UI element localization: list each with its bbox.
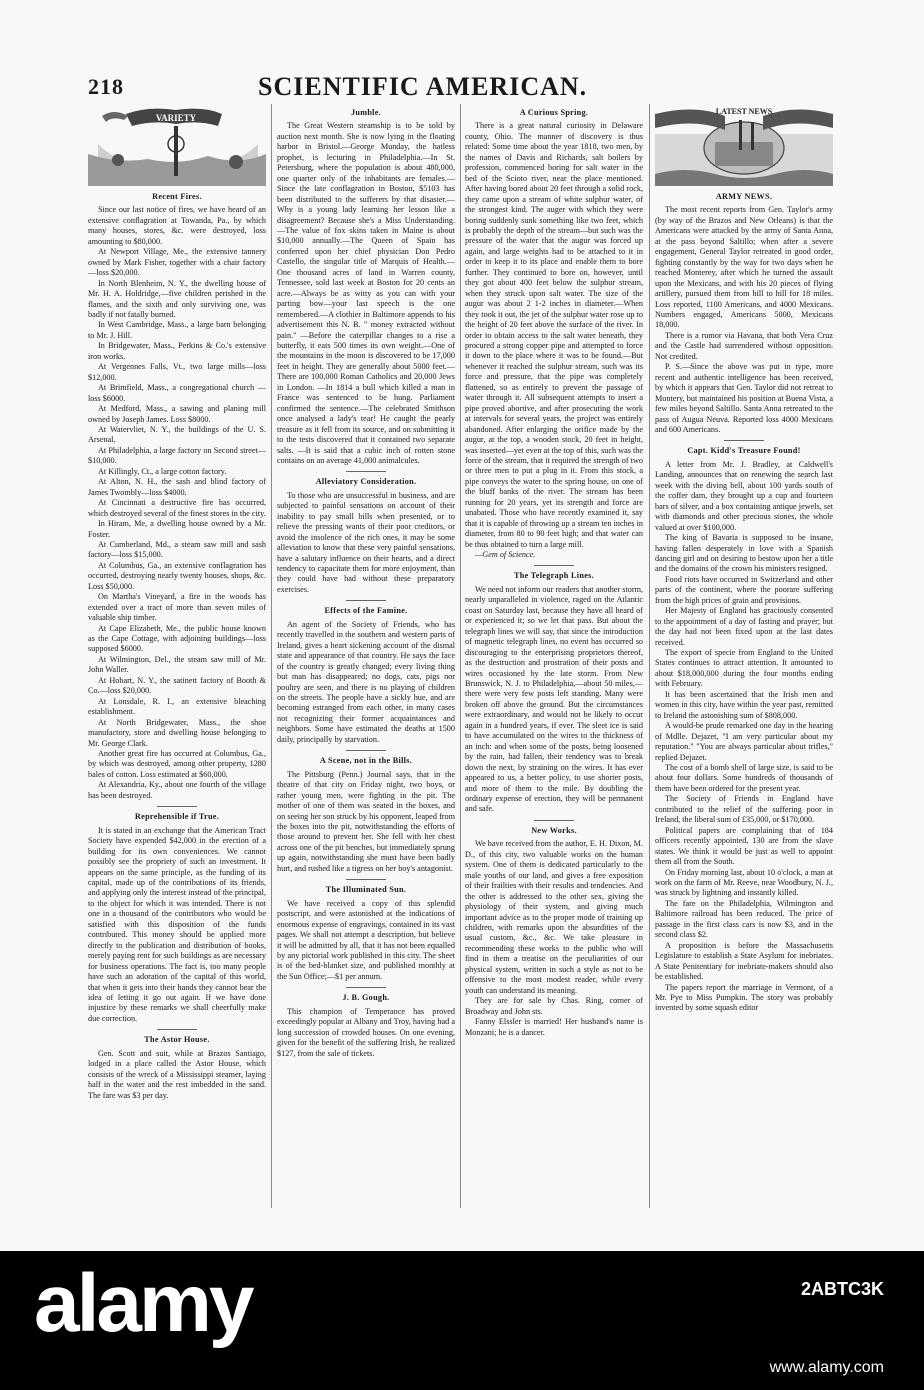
article-paragraph: The cost of a bomb shell of large size, is said to be about four dollars. Some hundreds of thousands of them have been ordered for the present year. <box>655 763 833 793</box>
article-paragraph: A proposition is before the Massachusetts Legislature to establish a State Asylum for inebriates. A State Penitentiary for inebriate-makers should also be established. <box>655 940 833 982</box>
article-paragraph: In West Cambridge, Mass., a large barn belonging to Mr. J. Hill. <box>88 320 266 340</box>
column-2 <box>277 104 455 1208</box>
section-rule <box>157 806 197 807</box>
section-rule <box>346 750 386 751</box>
stock-watermark-bar <box>0 1251 924 1390</box>
article-paragraph: At Cape Elizabeth, Me., the public house known as the Cape Cottage, with adjoining buildings—loss supposed $6000. <box>88 623 266 654</box>
banner-label: VARIETY <box>155 113 197 123</box>
article-paragraph: At Cumberland, Md., a steam saw mill and sash factory—loss $15,000. <box>88 539 266 560</box>
column-4 <box>655 104 833 1208</box>
article-paragraph: On Martha's Vineyard, a fire in the woods has extended over a tract of more than seven miles of valuable ship timber. <box>88 592 266 623</box>
section-rule <box>534 565 574 566</box>
article-paragraph: At Watervliet, N. Y., the buildings of the U. S. Arsenal. <box>88 424 266 445</box>
section-rule <box>346 600 386 601</box>
article-heading: The Illuminated Sun. <box>325 885 407 895</box>
article-heading: J. B. Gough. <box>342 993 390 1003</box>
section-rule <box>346 987 386 988</box>
article-paragraph: Another great fire has occurred at Columbus, Ga., by which was destroyed, among other property, 1280 bales of cotton. Loss estimated at $60,000. <box>88 749 266 779</box>
alamy-logo: alamy <box>34 1258 252 1349</box>
article-heading: Recent Fires. <box>152 192 202 201</box>
masthead-title: SCIENTIFIC AMERICAN. <box>258 72 588 101</box>
banner-label: LATEST NEWS <box>715 107 773 116</box>
article-citation: —Gem of Science. <box>475 550 536 560</box>
article-heading: Alleviatory Consideration. <box>315 477 417 487</box>
article-heading: Reprehensible if True. <box>134 812 220 822</box>
page-number: 218 <box>88 74 124 99</box>
page-header <box>88 74 838 102</box>
article-paragraph: A letter from Mr. J. Bradley, at Caldwell's Landing, announces that on renewing the search last week with the diving bell, about 100 yards south of the coffer dam, they brought up a cup and fourteen bars of silver, and a box containing antique jewels, set with diamonds and other precious stones, the whole valued at over $100,000. <box>655 459 833 532</box>
article-paragraph: There is a great natural curiosity in Delaware county, Ohio. The manner of discovery is thus related: Some time about the year 1818, two men, by the names of Davis and Richards, salt boilers by profession, commenced boring for salt water in the bed of the Scioto river, near the place mentioned. After having bored about 20 feet through a solid rock, they came upon a stream of white sulphur water, of the strongest kind. The auger with which they were boring suddenly sunk something like two feet, which is probably the depth of the stream—but such was the pressure of the water that the augur was forced up again, and large weights had to be attached to it in order to keep it to its place and enable them to bore further. They continued to bore on, however, until they got about 400 feet below the sulphur stream, when they struck upon salt water. The size of the augur was about 2 1-2 inches in diameter.—When they took it out, the jet of the sulphur water rose up to the height of 20 feet above the surface of the river. In order to obtain access to the salt water beneath, they procured a strong copper pipe and attempted to force it down to the place where it was to be found.—But whenever it reached the sulphur stream, such was its force and pressure, that the pipe was completely flattened, so as entirely to prevent the passage of water through it. All subsequent attempts to insert a pipe proved abortive, and after prosecuting the work at intervals for several years, the project was entirely abandoned. After enlarging the orifice made by the augur, at the top, a wooden stock, 20 feet in height, was inserted—yet even at the top of this, such was the force of the stream, that it required the strength of two or three men to put a plug in it. From this stock, a pipe conveys the water to the spring house, on one of the bluff banks of the river. The stream has been running for 20 years, yet its strength and force are unabated. Those who have recently examined it, say that it is capable of throwing up a stream ten inches in diameter, from 80 to 90 feet high; and that water can be thus obtained to turn a large mill. <box>465 121 643 549</box>
article-heading: Capt. Kidd's Treasure Found! <box>687 446 801 456</box>
article-paragraph: In North Blenheim, N. Y., the dwelling house of Mr. H. A. Holdridge,—five children perished in the flames, and the sixth and only surviving one, was badly if not fatally burned. <box>88 278 266 319</box>
article-paragraph: P. S.—Since the above was put in type, more recent and authentic intelligence has been received, by which it appears that Gen. Taylor did not retreat to Montery, but maintained his position at Buena Vista, a few miles beyond Saltillo. Santa Anna retreated to the pass of Augua Neuva. Reported loss 4000 Mexicans and 600 Americans. <box>655 362 833 434</box>
article-paragraph: We have received a copy of this splendid postscript, and were astonished at the indications of enormous expense of engravings, contained in its vast pages. We shall not attempt a description, but believe it will be admitted by all, that it has not been equalled by any pictorial work published in this city. The sheet is of the bed-blanket size, and published monthly at the Sun Office;—$1 per annum. <box>277 898 455 981</box>
section-rule <box>346 879 386 880</box>
image-id: 2ABTC3K <box>800 1279 884 1299</box>
article-paragraph: Since our last notice of fires, we have heard of an extensive conflagration at Towanda, Pa., by which many houses, stores, &c. were destroyed, loss amounting to $80,000. <box>88 205 266 246</box>
column-divider <box>649 104 650 1208</box>
article-paragraph: We have received from the author, E. H. Dixon, M. D., of this city, two valuable works on the human system. One of them is dedicated particularly to the male youths of our land, and gives a free exposition of their frailties with their results and tendencies. And the other is addressed to the other sex, giving the physiology of their system, and giving much important advice as to the proper mode of training up children, with remarks upon the absurdities of the usual custom, &c., &c. We take pleasure in recommending these works to the public who will find in them a treatise on the peculiarities of our physical system, written in such a style as not to be offensive to the most modest reader, while every youth can understand its meaning. <box>465 839 643 995</box>
section-rule <box>534 820 574 821</box>
article-paragraph: There is a rumor via Havana, that both Vera Cruz and the Castle had surrendered without opposition. Not credited. <box>655 330 833 361</box>
section-rule <box>724 440 764 441</box>
article-paragraph: The Great Western steamship is to be sold by auction next month. She is now lying in the floating harbor in Bristol.—George Munday, the hatless prophet, is lecturing in Philadelphia.—In St. Petersburg, where the population is about 480,000, one quarter only of the inhabitants are females.—Since the late conflagration in Boston, $5103 has been distributed to the sufferers by that disaster.—Why is a young lady learning her lesson like a disagreement? Because she's a Miss Understanding.—The value of fox skins taken in Maine is about $10,000 annually.—The Queen of Spain has conferred upon her chief physician Don Pedro Castello, the singular title of Marquis of Health.—One thousand acres of land in Warren county, Tennessee, sold last week at Boston for 20 cents an acre.—Always be as witty as you can with your parting bow—your last speech is the one remembered.—A clothier in Baltimore appends to his advertisement this N. B. " money extracted without pain." —Before the caterpillar changes to a rise a butterfly, it eats 500 times its own weight.—One of the mountains in the moon is discovered to be 17,000 feet in height. They are generally about 5000 feet.—There are 100,000 Roman Catholics and 20,000 Jews in London. —In 1814 a bull which killed a man in France was sentenced to be hung. Parliament confirmed the sentence.—The celebrated Smithson once analysed a lady's tear! He caught the pearly treasure as it fell from its source, and on submitting it to the tests discovered that it contained two separate salts. —It is said that a cubic inch of rotten stone contains on an average 41,000 animalcules. <box>277 121 455 465</box>
article-paragraph: The papers report the marriage in Vermont, of a Mr. Pye to Miss Pumpkin. The story was probably invented by some squash editor <box>655 982 833 1013</box>
column-divider <box>460 104 461 1208</box>
article-paragraph: Her Majesty of England has graciously consented to the appointment of a day of fasting and prayer; but the day had not been fixed upon at the last dates received. <box>655 606 833 647</box>
article-paragraph: At Newport Village, Me., the extensive tannery owned by Mark Fisher, together with a chair factory—loss $20,000. <box>88 247 266 278</box>
article-paragraph: An agent of the Society of Friends, who has recently travelled in the southern and western parts of Ireland, gives a heart sickening account of the dismal state and appearance of that country. He says the face of the country is greatly changed; every living thing but man has disappeared; no dogs, cats, pigs nor poultry are seen, and there is no playing of children on the streets. The people have a sickly hue, and are becoming estranged from each other, in many cases not recognizing their former acquaintances and neighbors. Some have estimated the deaths at 1500 daily, principally by starvation. <box>277 619 455 744</box>
article-heading: The Telegraph Lines. <box>514 571 594 581</box>
article-heading: Effects of the Famine. <box>324 606 408 616</box>
article-paragraph: Food riots have occurred in Switzerland and other parts of the continent, where the poorare suffering from the high prices of grain and provisions. <box>655 574 833 605</box>
variety-engraving <box>88 104 266 186</box>
column-3 <box>465 104 643 1208</box>
section-rule <box>157 1029 197 1030</box>
article-paragraph: Political papers are complaining that of 184 officers recently appointed, 130 are from the slave states. We think it would be just as well to appoint them all from the South. <box>655 825 833 867</box>
article-paragraph: At Medford, Mass., a sawing and planing mill owned by Joseph James. Loss $8000. <box>88 404 266 424</box>
article-paragraph: At Wilmington, Del., the steam saw mill of Mr. John Waller. <box>88 654 266 675</box>
article-paragraph: The export of specie from England to the United States continues to attract attention. It amounted to about $18,000,000 during the four months ending with February. <box>655 648 833 689</box>
article-paragraph: At Alton, N. H., the sash and blind factory of James Twombly—loss $4000. <box>88 477 266 497</box>
article-heading: Jumble. <box>350 108 382 117</box>
article-heading: A Curious Spring. <box>519 108 589 117</box>
article-paragraph: At Alexandria, Ky., about one fourth of the village has been destroyed. <box>88 780 266 800</box>
article-paragraph: At Philadelphia, a large factory on Second street—$10,000. <box>88 445 266 466</box>
article-paragraph: At Vergennes Falls, Vt., two large mills—loss $12,000. <box>88 362 266 382</box>
article-heading: New Works. <box>531 825 577 835</box>
article-paragraph: It has been ascertained that the Irish men and women in this city, have within the year past, remitted to Ireland the astonishing sum of $808,000. <box>655 689 833 720</box>
article-paragraph: Fanny Elssler is married! Her husband's name is Monzani; he is a dancer. <box>465 1017 643 1037</box>
article-paragraph: On Friday morning last, about 10 o'clock, a man at work on the farm of Mr. Reeve, near Woodbury, N. J., was struck by lightning and instantly killed. <box>655 867 833 898</box>
article-paragraph: At Hobart, N. Y., the satinett factory of Booth & Co.—loss $20,000. <box>88 675 266 696</box>
article-paragraph: The fare on the Philadelphia, Wilmington and Baltimore railroad has been reduced. The price of passage in the first class cars is now $3, and in the second class $2. <box>655 898 833 940</box>
article-paragraph: This champion of Temperance has proved exceedingly popular at Albany and Troy, having had a long succession of crowded houses. On one evening, given for the benefit of the suffering Irish, he realized $127, from the sale of tickets. <box>277 1006 455 1058</box>
article-paragraph: At Brimfield, Mass., a congregational church —loss $6000. <box>88 383 266 403</box>
column-1 <box>88 104 266 1208</box>
section-rule <box>346 471 386 472</box>
article-heading: A Scene, not in the Bills. <box>319 756 413 766</box>
latest-news-engraving <box>655 104 833 186</box>
article-paragraph: We need not inform our readers that another storm, nearly unparalleled in violence, raged on the Atlantic coast on Saturday last, because they have all heard of or experienced it; so we let that pass. But about the telegraph lines we will say, that since the introduction of magnetic telegraph lines, no event has occurred so discouraging to the enterprising proprietors thereof, as the destruction and prostration of their posts and wires occasioned by the late storm. From New Brunswick, N. J. to Philadelphia,—about 50 miles,—there were very few posts left standing. Many were broken off above the ground. But the circumstances were extraordinary, and would not be likely to occur again in a hundred years, if ever. The sleet ice is said to have accumulated on the wires to the thickness of an inch: and when some of the posts, being loosened by the rain, had fallen, their tendency was to break down the next, by straining on the wires. It has ever appeared to us, a better policy, to use shorter posts, and more of them to the mile. By doubling the ordinary expense of erection, they will be permanent and safe. <box>465 584 643 814</box>
article-paragraph: In Bridgewater, Mass., Perkins & Co.'s extensive iron works. <box>88 341 266 361</box>
article-paragraph: Gen. Scott and suit, while at Brazos Santiago, lodged in a place called the Astor House, which consists of the wreck of a Mississippi steamer, laying half in the water and the rest imbedded in the sand. The fare was $3 per day. <box>88 1048 266 1100</box>
article-paragraph: A would-be prude remarked one day in the hearing of Mdlle. Dejazet, "I am very particular about my reputation." "You are always particular about trifles," replied Dejazet. <box>655 721 833 762</box>
article-paragraph: It is stated in an exchange that the American Tract Society have expended $42,000 in the erection of a building for its own conveniences. We cannot possibly see the propriety of such an investment. It appears on the same principle, as the funding of its capital, made up of the contributions of its friends, and applying only the interest instead of the principal, to the object for which it was intended. There is not one in a thousand of the contributors who would be satisfied with this disposition of the funds contributed. This money should be applied more directly to the publication and distribution of books, merely paying rent for such buildings as are necessary for business operations. The fact is, too many people have such an adoration of the capital of this world, that when it gets into their hands they cannot bear the idea of letting it go out again. If we have done injustice by these remarks we shall cheerfully make due correction. <box>88 825 266 1023</box>
article-heading: The Astor House. <box>144 1035 210 1045</box>
article-paragraph: The Pittsburg (Penn.) Journal says, that in the theatre of that city on Friday night, two boys, or rather young men, were fighting in the pit. The mother of one of them was seated in the boxes, and on seeing her son struck by his opponent, leaped from the boxes into the pit, notwithstanding the efforts of those around to prevent her. She fell with her chest across one of the pit benches, but immediately sprung up again, notwithstanding she must have been badly hurt, and rushed like a tigress on her boy's antagonist. <box>277 769 455 873</box>
article-paragraph: The Society of Friends in England have contributed to the relief of the suffering poor in Ireland, the liberal sum of £35,000, or $170,000. <box>655 794 833 825</box>
article-paragraph: In Hiram, Me, a dwelling house owned by a Mr. Foster. <box>88 519 266 539</box>
article-paragraph: At Cincinnati a destructive fire has occurred, which destroyed several of the finest stores in the city. <box>88 498 266 518</box>
article-paragraph: At Lonsdale, R. I., an extensive bleaching establishment. <box>88 696 266 717</box>
article-paragraph: At North Bridgewater, Mass., the shoe manufactory, store and dwelling house belonging to Mr. George Clark. <box>88 717 266 748</box>
article-paragraph: To those who are unsuccessful in business, and are subjected to painful sensations on account of their inability to pay small bills when presented, or to relieve the pressing wants of their poor creditors, or avoid the insolence of the rich ones, it may be some alleviation to know that these very painful sensations, have a salutary influence on their hearts, and a direct tendency to capacitate them for more enjoyment, than they could have had without these preparatory exercises. <box>277 490 455 594</box>
article-paragraph: At Columbus, Ga., an extensive conflagration has occurred, destroying nearly twenty houses, shops, &c. Loss $50,000. <box>88 560 266 591</box>
article-paragraph: They are for sale by Chas. Ring, corner of Broadway and John sts. <box>465 996 643 1016</box>
article-paragraph: The most recent reports from Gen. Taylor's army (by way of the Brazos and New Orleans) is that the Americans were attacked by the army of Santa Anna, at the pass beyond Saltillo; when after a severe engagement, General Taylor retreated in good order, fighting constantly by the way for two days when he reached Monterey, after which he turned the assault upon the Mexicans, and with his 20 pieces of flying artillery, pursued them from hill to hill for 18 miles. Loss reported, 1100 Americans, and 4000 Mexicans. Numbers engaged, Americans 5000, Mexicans 18,000. <box>655 205 833 330</box>
article-paragraph: The king of Bavaria is supposed to be insane, having fallen desperately in love with a Spanish dancing girl and on desiring to bestow upon her a title and the domains of the crown his ministers resigned. <box>655 533 833 574</box>
column-divider <box>271 104 272 1208</box>
article-heading: ARMY NEWS. <box>715 192 773 201</box>
article-paragraph: At Killingly, Ct., a large cotton factory. <box>98 466 227 476</box>
alamy-url: www.alamy.com <box>769 1359 884 1376</box>
